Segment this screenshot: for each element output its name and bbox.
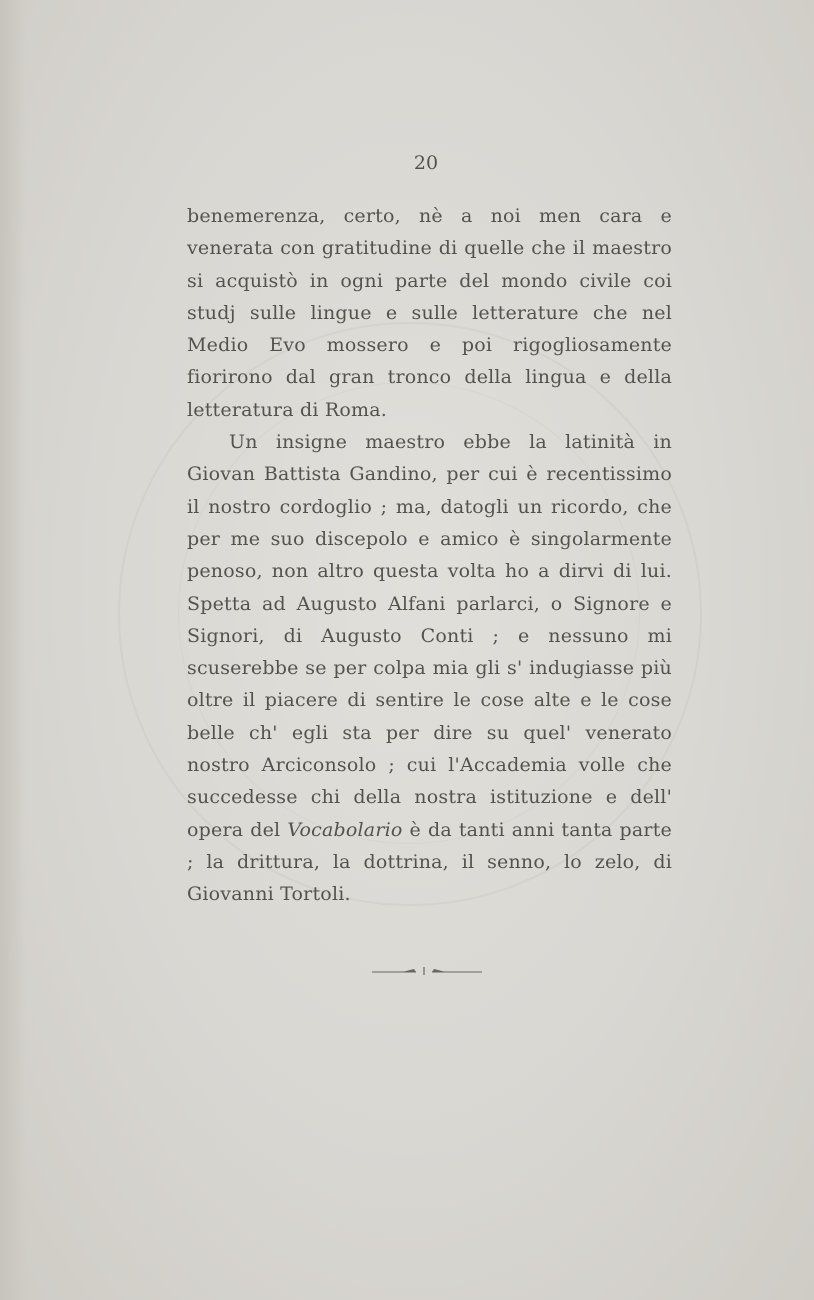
italic-title-vocabolario: Vocabolario (287, 818, 403, 841)
page-edge-shadow (0, 0, 26, 1300)
paragraph-main-text-before: Un insigne maestro ebbe la latinità in Giovan Battista Gandino, per cui è recentissimo il nostro cordoglio ; ma, datogli un ricordo, che per me suo discepolo e amico è singolarmente penoso, non altro questa volta ho a dirvi di lui. Spetta ad Augusto Alfani parlarci, o Signore e Signori, di Augusto Conti ; e nessuno mi scuserebbe se per colpa mia gli s' indugiasse più oltre il piacere di sentire le cose alte e le cose belle ch' egli sta per dire su quel' venerato nostro Arciconsolo ; cui l'Accademia volle che succedesse chi della nostra istituzione e dell' opera del (187, 431, 672, 841)
end-ornament-icon (372, 963, 482, 979)
page-number: 20 (413, 152, 439, 174)
paragraph-main-text-after: è da tanti anni tanta parte ; la drittura, la dottrina, il senno, lo zelo, di Giovanni Tortoli. (187, 818, 672, 906)
paragraph-main (187, 426, 672, 910)
body-text (187, 200, 672, 911)
paragraph-continuation: benemerenza, certo, nè a noi men cara e venerata con gratitudine di quelle che il maestro si acquistò in ogni parte del mondo civile coi studj sulle lingue e sulle letterature che nel Medio Evo mossero e poi rigogliosamente fiorirono dal gran tronco della lingua e della letteratura di Roma. (187, 205, 672, 421)
